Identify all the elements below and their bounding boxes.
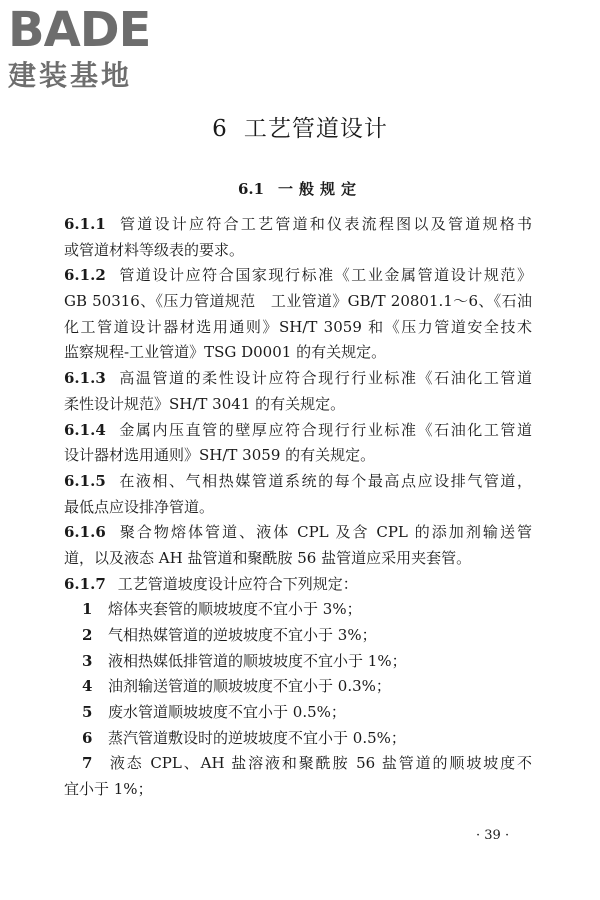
list-item-line: [64, 674, 532, 700]
clause-text: 工艺管道坡度设计应符合下列规定：: [117, 574, 358, 593]
list-item-text: 熔体夹套管的顺坡坡度不宜小于 3%；: [108, 600, 362, 619]
clause-text: 高温管道的柔性设计应符合现行行业标准《石油化工管道: [117, 369, 532, 388]
clause-text: 柔性设计规范》SH/T 3041 的有关规定。: [64, 394, 346, 413]
list-item: [64, 726, 532, 752]
page-content: [64, 212, 532, 803]
clause-line: [64, 263, 532, 289]
clause-text: 监察规程-工业管道》TSG D0001 的有关规定。: [64, 343, 387, 362]
logo-mark: BADE: [8, 2, 151, 58]
list-item-line: [64, 777, 532, 803]
clause-number: 6.1.4: [64, 420, 106, 439]
logo-subtitle: 建装基地: [8, 59, 133, 92]
clause-line: [64, 212, 532, 238]
clause-line: [64, 495, 532, 521]
list-item-line: [64, 649, 532, 675]
list-item-text: 油剂输送管道的顺坡坡度不宜小于 0.3%；: [108, 677, 391, 696]
section-number: 6.1: [237, 180, 265, 198]
list-item-number: 6: [82, 728, 93, 747]
list-item-text: 蒸汽管道敷设时的逆坡坡度不宜小于 0.5%；: [108, 728, 406, 747]
clause: [64, 366, 532, 417]
list-item-number: 4: [82, 677, 93, 696]
section-title: [0, 178, 600, 199]
clause-number: 6.1.7: [64, 574, 106, 593]
list-item-number: 5: [82, 703, 93, 722]
clause-line: [64, 443, 532, 469]
list-item: [64, 751, 532, 802]
list-item-text: 宜小于 1%；: [64, 780, 153, 799]
clause-line: [64, 392, 532, 418]
clause-text: 最低点应设排净管道。: [64, 497, 215, 516]
list-item-line: [64, 623, 532, 649]
list-item-line: [64, 597, 532, 623]
clause-text: 聚合物熔体管道、液体 CPL 及含 CPL 的添加剂输送管: [117, 523, 532, 542]
list-item: [64, 700, 532, 726]
clause-number: 6.1.2: [64, 266, 106, 285]
list-item-text: 液态 CPL、AH 盐溶液和聚酰胺 56 盐管道的顺坡坡度不: [108, 754, 532, 773]
clause-text: GB 50316、《压力管道规范 工业管道》GB/T 20801.1～6、《石油: [64, 292, 532, 311]
clause-line: [64, 340, 532, 366]
clause-line: [64, 366, 532, 392]
list-item: [64, 597, 532, 623]
clause-line: [64, 238, 532, 264]
section-title-text: 一般规定: [278, 180, 363, 198]
clause-text: 道，以及液态 AH 盐管道和聚酰胺 56 盐管道应采用夹套管。: [64, 548, 472, 567]
clause-line: [64, 289, 532, 315]
clause-number: 6.1.3: [64, 369, 106, 388]
list-item-number: 7: [82, 754, 93, 773]
chapter-number: 6: [212, 116, 228, 142]
clause: [64, 469, 532, 520]
clause-number: 6.1.5: [64, 471, 106, 490]
clause-line: [64, 418, 532, 444]
clause-text: 金属内压直管的壁厚应符合现行行业标准《石油化工管道: [117, 420, 532, 439]
list-item: [64, 623, 532, 649]
list-item-line: [64, 700, 532, 726]
clause-text: 管道设计应符合工艺管道和仪表流程图以及管道规格书: [117, 215, 532, 233]
clause-text: 或管道材料等级表的要求。: [64, 240, 245, 259]
clause-text: 管道设计应符合国家现行标准《工业金属管道设计规范》: [117, 266, 532, 285]
clause: [64, 572, 532, 598]
clause-line: [64, 546, 532, 572]
clause: [64, 418, 532, 469]
clause-number: 6.1.1: [64, 215, 106, 233]
clause: [64, 212, 532, 263]
list-item-line: [64, 751, 532, 777]
list-item: [64, 649, 532, 675]
list-item-text: 液相热媒低排管道的顺坡坡度不宜小于 1%；: [108, 651, 407, 670]
list-item-line: [64, 726, 532, 752]
list-item-number: 1: [82, 600, 93, 619]
list-item-number: 3: [82, 651, 93, 670]
chapter-title-text: 工艺管道设计: [243, 116, 388, 142]
clause-line: [64, 520, 532, 546]
bade-logo: [8, 4, 178, 94]
list-item-text: 气相热媒管道的逆坡坡度不宜小于 3%；: [108, 626, 377, 644]
chapter-title: [0, 110, 600, 143]
clause-text: 设计器材选用通则》SH/T 3059 的有关规定。: [64, 446, 376, 465]
clause-number: 6.1.6: [64, 523, 106, 542]
clause-line: [64, 572, 532, 598]
list-item: [64, 674, 532, 700]
clause-line: [64, 315, 532, 341]
clause-line: [64, 469, 532, 495]
list-item-text: 废水管道顺坡坡度不宜小于 0.5%；: [108, 703, 346, 722]
clause-text: 化工管道设计器材选用通则》SH/T 3059 和《压力管道安全技术: [64, 317, 532, 336]
list-item-number: 2: [82, 626, 93, 644]
clause: [64, 520, 532, 571]
clause-text: 在液相、气相热媒管道系统的每个最高点应设排气管道，: [117, 471, 532, 490]
page-number: · 39 ·: [476, 828, 510, 843]
clause: [64, 263, 532, 366]
